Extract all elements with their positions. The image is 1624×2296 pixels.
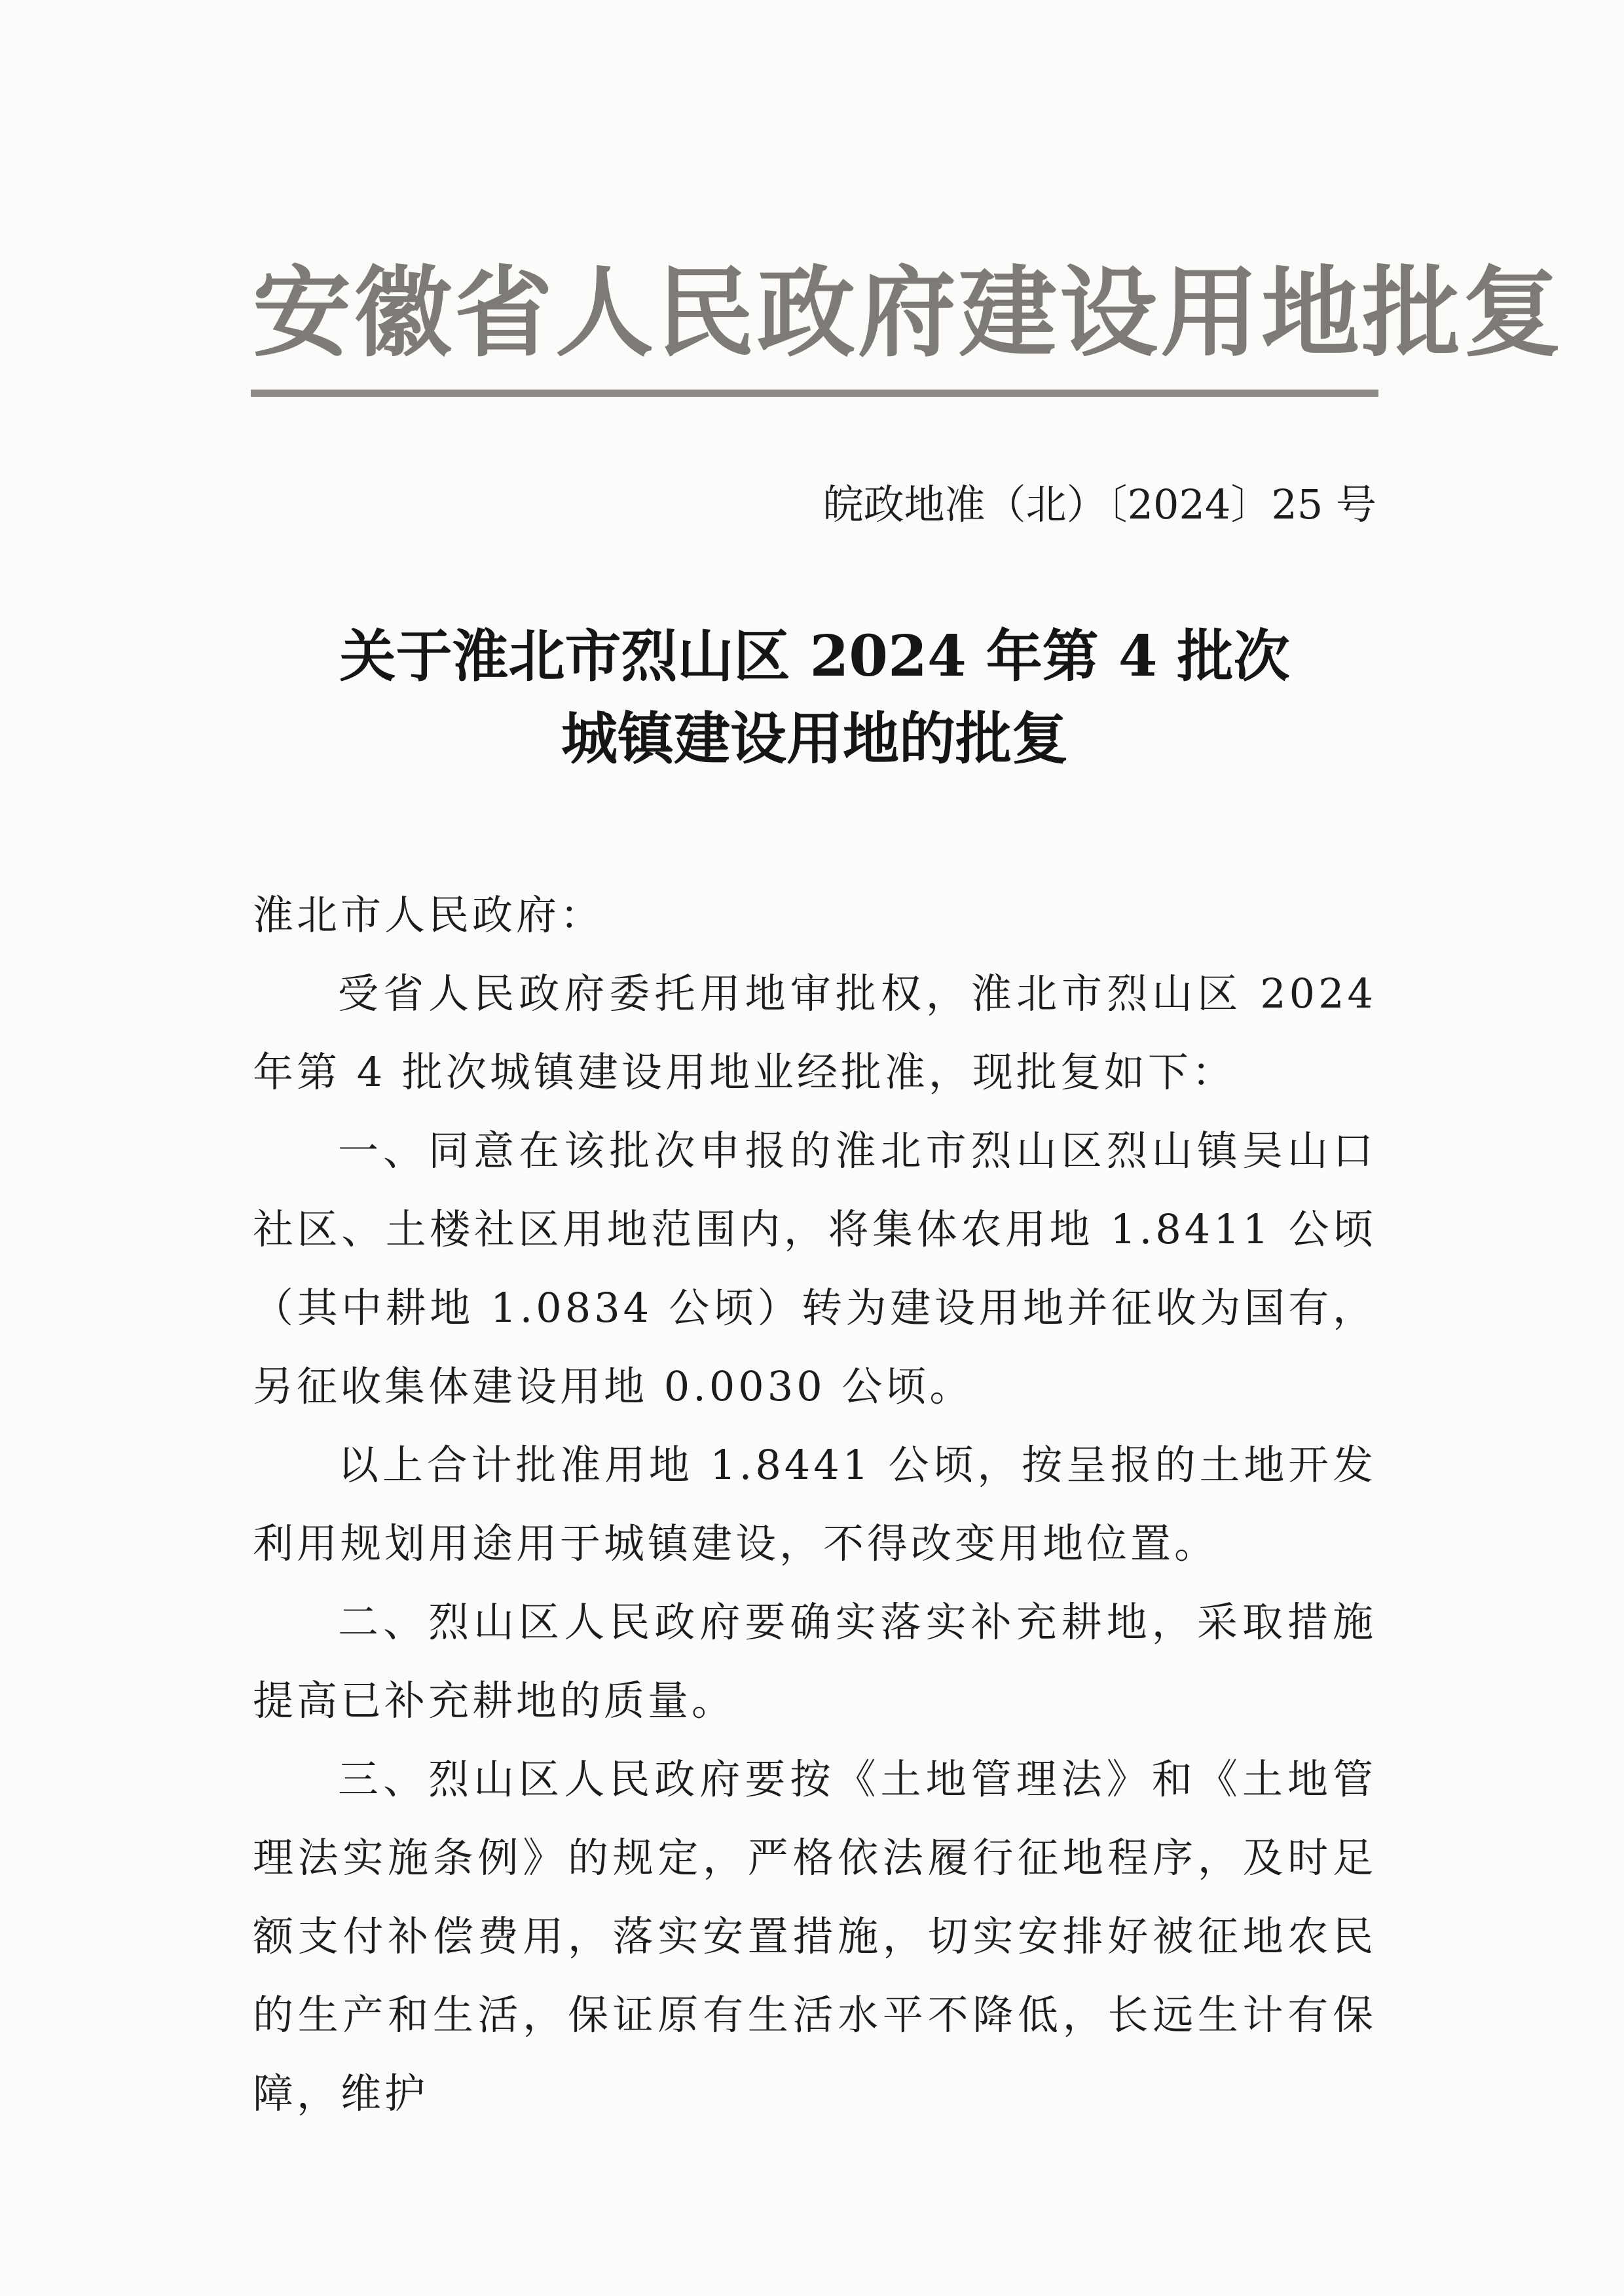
salutation: 淮北市人民政府： xyxy=(253,891,604,939)
title-line-1: 关于淮北市烈山区 2024 年第 4 批次 xyxy=(339,623,1290,689)
paragraph-5: 三、烈山区人民政府要按《土地管理法》和《土地管理法实施条例》的规定，严格依法履行征地程序，及时足额支付补偿费用，落实安置措施，切实安排好被征地农民的生产和生活，保证原有生活水平不降低，长远生计有保障，维护 xyxy=(253,1755,1376,2117)
paragraph-3: 以上合计批准用地 1.8441 公顷，按呈报的土地开发利用规划用途用于城镇建设，不得改变用地位置。 xyxy=(253,1441,1376,1567)
document-number: 皖政地准（北）〔2024〕25 号 xyxy=(822,481,1376,528)
paragraph-2: 一、同意在该批次申报的淮北市烈山区烈山镇吴山口社区、土楼社区用地范围内，将集体农用地 1.8411 公顷（其中耕地 1.0834 公顷）转为建设用地并征收为国有，另征收集体建设用地 0.0030 公顷。 xyxy=(253,1127,1376,1410)
title-line-2: 城镇建设用地的批复 xyxy=(561,706,1068,772)
document-title xyxy=(253,615,1376,780)
document-masthead: 安徽省人民政府建设用地批复 xyxy=(253,255,1564,371)
masthead-divider xyxy=(251,390,1378,397)
paragraph-1: 受省人民政府委托用地审批权，淮北市烈山区 2024 年第 4 批次城镇建设用地业经批准，现批复如下： xyxy=(253,970,1376,1096)
paragraph-4: 二、烈山区人民政府要确实落实补充耕地，采取措施提高已补充耕地的质量。 xyxy=(253,1598,1376,1724)
